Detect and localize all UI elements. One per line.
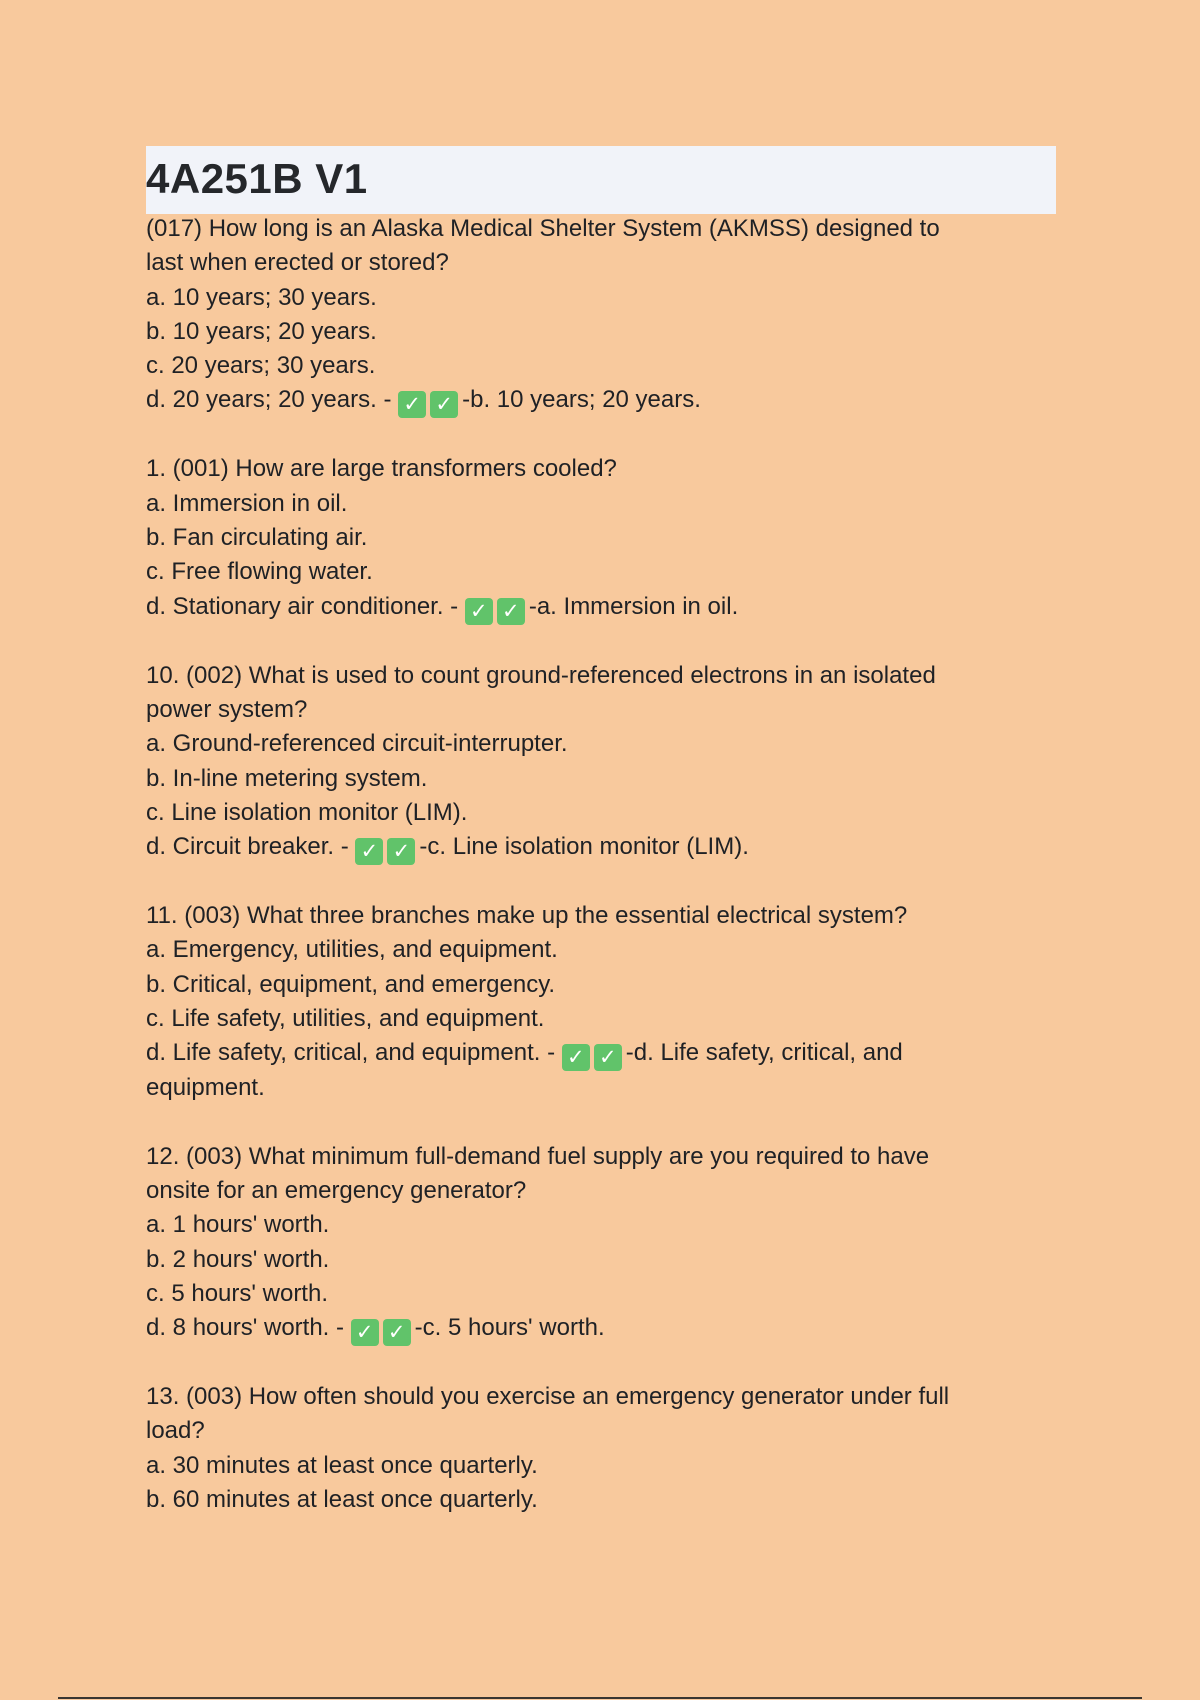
question-block-1 [146,212,1046,418]
option-b: b. In-line metering system. [146,764,428,792]
check-mark-icon: ✓ [594,1044,622,1071]
option-a: a. 1 hours' worth. [146,1211,330,1239]
question-line: onsite for an emergency generator? [146,1176,527,1204]
correct-answer: -c. Line isolation monitor (LIM). [419,833,749,861]
question-line: 1. (001) How are large transformers cooled? [146,455,617,483]
option-a: a. Immersion in oil. [146,489,348,517]
option-b: b. 10 years; 20 years. [146,317,377,345]
option-a: a. Emergency, utilities, and equipment. [146,936,558,964]
option-d-with-answer [146,830,1046,865]
check-mark-icon: ✓ [383,1319,411,1346]
check-mark-icon: ✓ [398,391,426,418]
question-line: last when erected or stored? [146,249,449,277]
question-line: 11. (003) What three branches make up the essential electrical system? [146,902,908,930]
question-line: 10. (002) What is used to count ground-referenced electrons in an isolated [146,661,936,689]
option-c: c. 5 hours' worth. [146,1279,328,1307]
option-a: a. 10 years; 30 years. [146,283,377,311]
option-b: b. 60 minutes at least once quarterly. [146,1486,538,1514]
question-line: (017) How long is an Alaska Medical Shelter System (AKMSS) designed to [146,215,940,242]
option-d-with-answer [146,383,1046,418]
option-b: b. 2 hours' worth. [146,1245,330,1273]
check-mark-icon: ✓ [465,598,493,625]
check-mark-icon: ✓ [351,1319,379,1346]
option-d-text: d. Stationary air conditioner. - [146,592,465,620]
option-a: a. 30 minutes at least once quarterly. [146,1451,538,1479]
check-mark-icon: ✓ [355,838,383,865]
question-list [146,212,1046,1551]
check-mark-icon: ✓ [562,1044,590,1071]
option-d-with-answer [146,1311,1046,1346]
answer-checks [465,590,529,625]
answer-checks [562,1036,626,1071]
option-c: c. 20 years; 30 years. [146,352,376,380]
option-d-text: d. Life safety, critical, and equipment. - [146,1039,562,1067]
question-block-4 [146,899,1046,1105]
option-d-with-answer [146,590,1046,625]
answer-checks [355,830,419,865]
option-a: a. Ground-referenced circuit-interrupter. [146,730,568,758]
correct-answer-wrap: equipment. [146,1074,265,1102]
question-block-6 [146,1380,1046,1517]
check-mark-icon: ✓ [387,838,415,865]
check-mark-icon: ✓ [497,598,525,625]
question-line: 12. (003) What minimum full-demand fuel supply are you required to have [146,1142,930,1170]
correct-answer: -d. Life safety, critical, and [625,1039,903,1067]
option-b: b. Critical, equipment, and emergency. [146,970,556,998]
question-block-5 [146,1140,1046,1346]
option-c: c. Free flowing water. [146,558,373,586]
option-d-text: d. 20 years; 20 years. - [146,386,399,414]
question-line: 13. (003) How often should you exercise an emergency generator under full [146,1383,950,1411]
question-line: power system? [146,695,308,723]
correct-answer: -c. 5 hours' worth. [414,1314,605,1342]
option-d-text: d. Circuit breaker. - [146,833,356,861]
option-d-with-answer [146,1036,1046,1071]
question-line: load? [146,1417,205,1445]
footer-divider [58,1697,1142,1699]
correct-answer: -a. Immersion in oil. [528,592,739,620]
option-c: c. Life safety, utilities, and equipment. [146,1005,545,1033]
check-mark-icon: ✓ [430,391,458,418]
question-block-2 [146,452,1046,624]
question-block-3 [146,659,1046,865]
option-d-text: d. 8 hours' worth. - [146,1314,351,1342]
answer-checks [351,1311,415,1346]
document-title: 4A251B V1 [146,155,368,202]
correct-answer: -b. 10 years; 20 years. [462,386,701,414]
title-bar [146,146,1056,214]
option-b: b. Fan circulating air. [146,524,368,552]
option-c: c. Line isolation monitor (LIM). [146,798,468,826]
answer-checks [398,383,462,418]
